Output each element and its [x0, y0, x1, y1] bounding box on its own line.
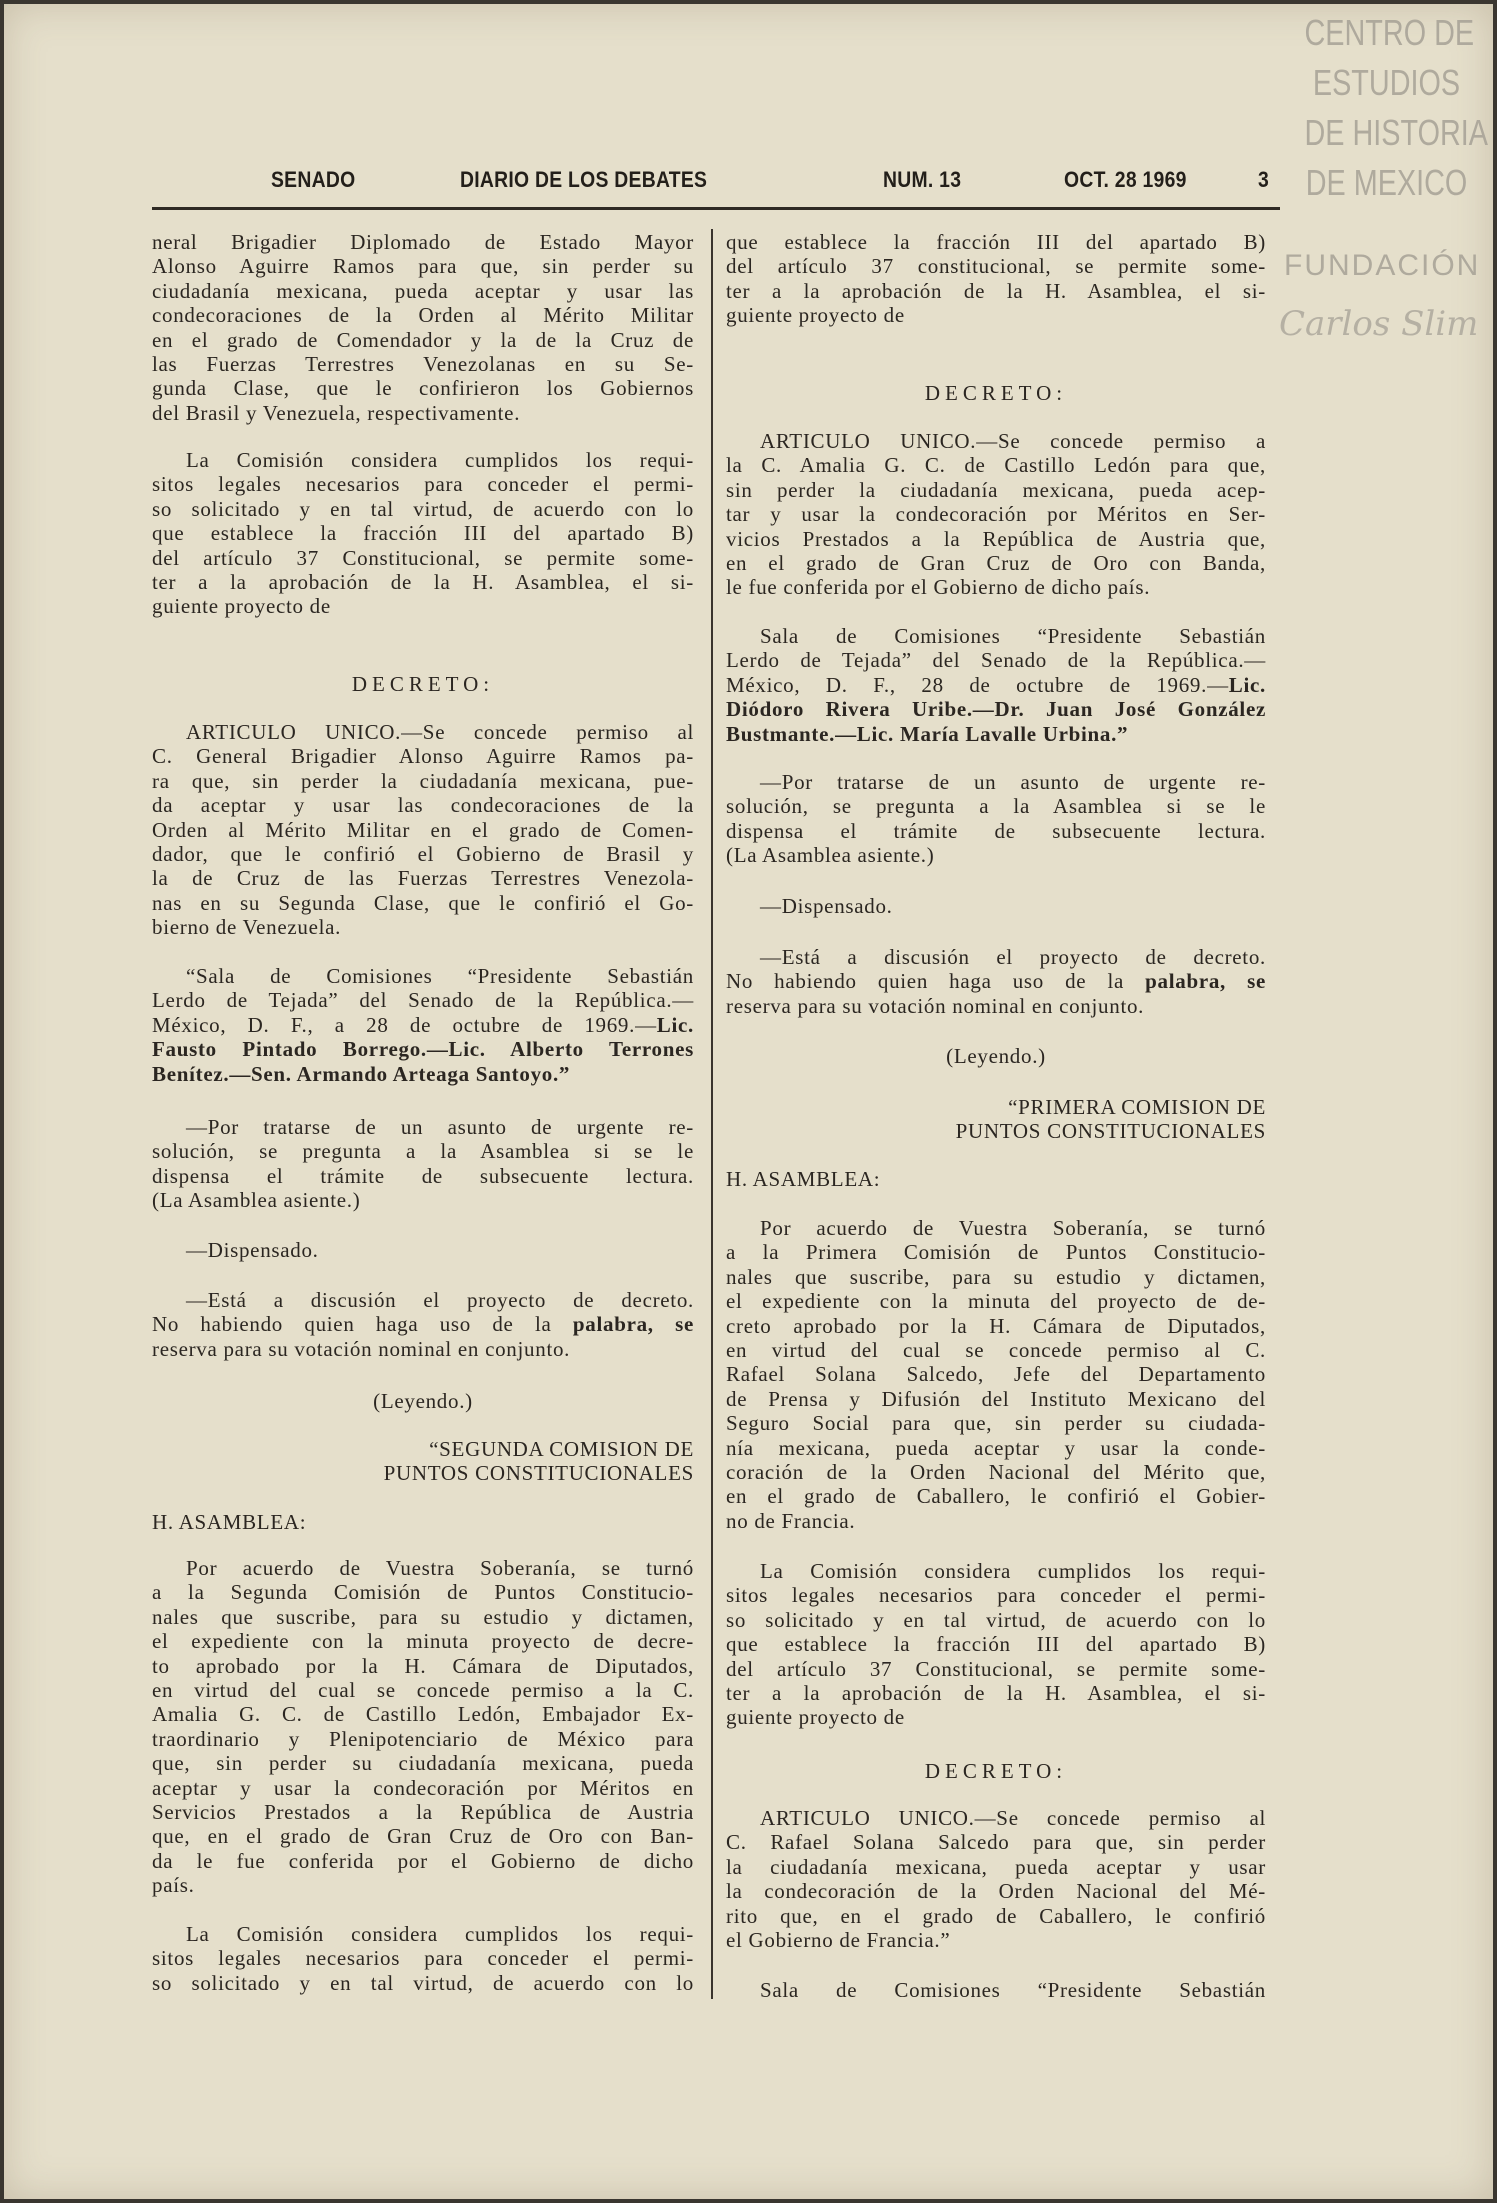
- text-line: gunda Clase, que le confirieron los Gobiernos: [152, 376, 694, 401]
- text-line: La Comisión considera cumplidos los requi-: [186, 1922, 694, 1946]
- bold-text: Fausto Pintado Borrego.—Lic. Alberto Terrones: [152, 1037, 694, 1062]
- header-page-number: 3: [1258, 167, 1270, 192]
- header-publication: DIARIO DE LOS DEBATES: [460, 167, 708, 192]
- text-line: (La Asamblea asiente.): [726, 843, 935, 868]
- paragraph: [726, 1806, 1266, 1952]
- paragraph: [152, 1922, 694, 1995]
- text-line: ARTICULO UNICO.—Se concede permiso al: [186, 720, 694, 744]
- text-line: da le fue conferida por el Gobierno de dicho: [152, 1848, 694, 1873]
- watermark-line: DE HISTORIA: [1304, 112, 1489, 153]
- text-run: México, D. F., 28 de octubre de 1969.—: [726, 672, 1229, 697]
- watermark-fundacion: FUNDACIÓN: [1284, 249, 1481, 282]
- commission-heading: [152, 1437, 694, 1486]
- text-line: sitos legales necesarios para conceder el permi-: [152, 472, 694, 497]
- text-line: ARTICULO UNICO.—Se concede permiso al: [760, 1806, 1266, 1830]
- text-line: dispensa el trámite de subsecuente lectura.: [152, 1163, 694, 1188]
- paragraph: [152, 448, 694, 619]
- text-line: en el grado de Gran Cruz de Oro con Banda,: [726, 551, 1266, 576]
- text-line: (La Asamblea asiente.): [152, 1188, 361, 1213]
- text-line: que establece la fracción III del apartado B): [726, 230, 1266, 254]
- paragraph: [726, 429, 1266, 600]
- text-line: nas en su Segunda Clase, que le confirió el Go-: [152, 890, 694, 915]
- bold-text: Benítez.—Sen. Armando Arteaga Santoyo.”: [152, 1061, 571, 1086]
- text-line: guiente proyecto de: [152, 594, 331, 619]
- header-rule: [152, 207, 1280, 210]
- text-line: Por acuerdo de Vuestra Soberanía, se turnó: [760, 1216, 1266, 1240]
- text-line: —Dispensado.: [760, 894, 893, 918]
- salutation: H. ASAMBLEA:: [726, 1167, 881, 1191]
- text-line: [726, 697, 1266, 721]
- commission-heading: [726, 1095, 1266, 1144]
- paragraph: [152, 964, 694, 1086]
- paragraph: [152, 1115, 694, 1213]
- text-line: ter a la aprobación de la H. Asamblea, el si-: [726, 1681, 1266, 1706]
- text-line: so solicitado y en tal virtud, de acuerdo con lo: [152, 496, 694, 521]
- paragraph: [726, 945, 1266, 1018]
- text-line: [152, 1013, 694, 1037]
- text-line: Seguro Social para que, sin perder su ciudada-: [726, 1411, 1266, 1436]
- text-line: ciudadanía mexicana, pueda aceptar y usar las: [152, 278, 694, 303]
- watermark-line: CENTRO DE: [1304, 12, 1475, 53]
- text-line: Orden al Mérito Militar en el grado de Comen-: [152, 817, 694, 842]
- text-line: C. General Brigadier Alonso Aguirre Ramos pa-: [152, 744, 694, 769]
- text-line: da aceptar y usar las condecoraciones de la: [152, 793, 694, 818]
- text-line: vicios Prestados a la República de Austria que,: [726, 526, 1266, 551]
- text-line: no de Francia.: [726, 1508, 856, 1533]
- text-line: sitos legales necesarios para conceder el permi-: [726, 1583, 1266, 1608]
- text-line: el Gobierno de Francia.”: [726, 1928, 951, 1953]
- text-line: ter a la aprobación de la H. Asamblea, el si-: [152, 570, 694, 595]
- text-line: del Brasil y Venezuela, respectivamente.: [152, 400, 521, 425]
- text-line: Sala de Comisiones “Presidente Sebastián: [760, 1978, 1266, 2002]
- watermark-line: DE MEXICO: [1305, 162, 1468, 203]
- heading-line: “PRIMERA COMISION DE: [1008, 1095, 1266, 1119]
- header-date: OCT. 28 1969: [1064, 167, 1187, 192]
- text-run: No habiendo quien haga uso de la: [726, 969, 1146, 994]
- text-line: —Está a discusión el proyecto de decreto.: [186, 1288, 694, 1312]
- text-line: coración de la Orden Nacional del Mérito que,: [726, 1460, 1266, 1485]
- bold-text: palabra, se: [1145, 969, 1266, 994]
- paragraph: [152, 720, 694, 940]
- text-line: Lerdo de Tejada” del Senado de la República.—: [726, 648, 1266, 673]
- heading-line: PUNTOS CONSTITUCIONALES: [955, 1119, 1266, 1144]
- text-line: le fue conferida por el Gobierno de dicho país.: [726, 575, 1151, 600]
- text-line: neral Brigadier Diplomado de Estado Mayor: [152, 230, 694, 254]
- text-line: en virtud del cual se concede permiso al C.: [726, 1338, 1266, 1363]
- text-line: la condecoración de la Orden Nacional del Mé-: [726, 1879, 1266, 1904]
- text-line: las Fuerzas Terrestres Venezolanas en su Se-: [152, 352, 694, 377]
- paragraph: [726, 1978, 1266, 2002]
- text-line: [726, 722, 1266, 746]
- text-line: que establece la fracción III del apartado B): [726, 1632, 1266, 1657]
- paragraph: [726, 894, 1266, 918]
- text-line: del artículo 37 constitucional, se permite some-: [726, 254, 1266, 279]
- bold-text: Lic.: [1228, 672, 1266, 697]
- text-line: —Está a discusión el proyecto de decreto.: [760, 945, 1266, 969]
- salutation: H. ASAMBLEA:: [152, 1510, 307, 1534]
- text-line: La Comisión considera cumplidos los requi-: [760, 1559, 1266, 1583]
- decree-heading: DECRETO:: [924, 1759, 1068, 1783]
- paragraph: [726, 230, 1266, 328]
- text-line: solución, se pregunta a la Asamblea si se le: [726, 794, 1266, 819]
- paragraph: [726, 624, 1266, 746]
- text-line: Por acuerdo de Vuestra Soberanía, se turnó: [186, 1556, 694, 1580]
- paragraph: [726, 1216, 1266, 1533]
- text-line: Sala de Comisiones “Presidente Sebastián: [760, 624, 1266, 648]
- text-line: el expediente con la minuta proyecto de decre-: [152, 1629, 694, 1654]
- bold-text: palabra, se: [572, 1312, 694, 1337]
- text-line: condecoraciones de la Orden al Mérito Militar: [152, 303, 694, 328]
- text-line: del artículo 37 Constitucional, se permite some-: [152, 545, 694, 570]
- text-line: la ciudadanía mexicana, pueda aceptar y usar: [726, 1854, 1266, 1879]
- text-line: ARTICULO UNICO.—Se concede permiso a: [760, 429, 1266, 453]
- paragraph: [152, 1556, 694, 1898]
- text-line: la C. Amalia G. C. de Castillo Ledón para que,: [726, 453, 1266, 478]
- bold-text: Diódoro Rivera Uribe.—Dr. Juan José González: [726, 697, 1266, 722]
- text-line: ra que, sin perder la ciudadanía mexicana, pue-: [152, 768, 694, 793]
- text-line: guiente proyecto de: [726, 303, 905, 328]
- text-line: Servicios Prestados a la República de Austria: [152, 1800, 694, 1825]
- decree-heading: DECRETO:: [351, 672, 495, 696]
- text-line: La Comisión considera cumplidos los requi-: [186, 448, 694, 472]
- text-run: México, D. F., a 28 de octubre de 1969.—: [152, 1012, 657, 1037]
- text-line: en el grado de Comendador y la de la Cruz de: [152, 327, 694, 352]
- text-line: tar y usar la condecoración por Méritos en Ser-: [726, 502, 1266, 527]
- text-line: del artículo 37 Constitucional, se permite some-: [726, 1656, 1266, 1681]
- text-line: a la Segunda Comisión de Puntos Constitucio-: [152, 1580, 694, 1605]
- watermark-line: ESTUDIOS: [1312, 62, 1461, 103]
- text-line: solución, se pregunta a la Asamblea si se le: [152, 1139, 694, 1164]
- reading-note: (Leyendo.): [946, 1044, 1046, 1068]
- text-line: traordinario y Plenipotenciario de México para: [152, 1726, 694, 1751]
- decree-heading: DECRETO:: [924, 381, 1068, 405]
- text-line: —Por tratarse de un asunto de urgente re-: [760, 770, 1266, 794]
- text-line: [726, 673, 1266, 697]
- text-line: nales que suscribe, para su estudio y dictamen,: [726, 1264, 1266, 1289]
- text-line: que, sin perder su ciudadanía mexicana, pueda: [152, 1751, 694, 1776]
- header-chamber: SENADO: [271, 167, 356, 192]
- text-line: reserva para su votación nominal en conjunto.: [152, 1336, 571, 1361]
- text-line: dispensa el trámite de subsecuente lectura.: [726, 818, 1266, 843]
- text-line: Alonso Aguirre Ramos para que, sin perder su: [152, 254, 694, 279]
- column-divider: [711, 229, 713, 1999]
- text-line: a la Primera Comisión de Puntos Constitucio-: [726, 1240, 1266, 1265]
- watermark-signature: Carlos Slim: [1279, 304, 1479, 344]
- text-line: ter a la aprobación de la H. Asamblea, el si-: [726, 278, 1266, 303]
- text-line: —Dispensado.: [186, 1238, 319, 1262]
- text-line: [152, 1312, 694, 1336]
- watermark-institution-logo: [1284, 8, 1489, 208]
- paragraph: [726, 1559, 1266, 1730]
- text-line: la de Cruz de las Fuerzas Terrestres Venezola-: [152, 866, 694, 891]
- text-line: reserva para su votación nominal en conjunto.: [726, 993, 1145, 1018]
- heading-line: “SEGUNDA COMISION DE: [429, 1437, 694, 1461]
- text-line: nía mexicana, pueda aceptar y usar la conde-: [726, 1435, 1266, 1460]
- text-line: sin perder la ciudadanía mexicana, pueda acep-: [726, 477, 1266, 502]
- text-line: el expediente con la minuta del proyecto de de-: [726, 1289, 1266, 1314]
- text-line: de Prensa y Difusión del Instituto Mexicano del: [726, 1386, 1266, 1411]
- text-line: nales que suscribe, para su estudio y dictamen,: [152, 1604, 694, 1629]
- text-line: en el grado de Caballero, le confirió el Gobier-: [726, 1484, 1266, 1509]
- text-line: país.: [152, 1873, 195, 1898]
- header-number: NUM. 13: [883, 167, 962, 192]
- text-line: —Por tratarse de un asunto de urgente re-: [186, 1115, 694, 1139]
- text-line: so solicitado y en tal virtud, de acuerdo con lo: [726, 1607, 1266, 1632]
- text-line: C. Rafael Solana Salcedo para que, sin perder: [726, 1830, 1266, 1855]
- paragraph: [152, 1238, 694, 1262]
- text-line: guiente proyecto de: [726, 1705, 905, 1730]
- paragraph: [152, 1288, 694, 1361]
- text-line: que establece la fracción III del apartado B): [152, 521, 694, 546]
- text-line: [152, 1062, 694, 1086]
- bold-text: Bustmante.—Lic. María Lavalle Urbina.”: [726, 721, 1129, 746]
- text-line: bierno de Venezuela.: [152, 915, 342, 940]
- text-run: No habiendo quien haga uso de la: [152, 1312, 573, 1337]
- text-line: sitos legales necesarios para conceder el permi-: [152, 1946, 694, 1971]
- text-line: “Sala de Comisiones “Presidente Sebastián: [186, 964, 694, 988]
- paragraph: [726, 770, 1266, 868]
- text-line: [152, 1037, 694, 1061]
- text-line: Amalia G. C. de Castillo Ledón, Embajador Ex-: [152, 1702, 694, 1727]
- paragraph: [152, 230, 694, 425]
- text-line: Rafael Solana Salcedo, Jefe del Departamento: [726, 1362, 1266, 1387]
- text-line: creto aprobado por la H. Cámara de Diputados,: [726, 1313, 1266, 1338]
- text-line: dador, que le confirió el Gobierno de Brasil y: [152, 842, 694, 867]
- text-line: que, en el grado de Gran Cruz de Oro con Ban-: [152, 1824, 694, 1849]
- text-line: en virtud del cual se concede permiso a la C.: [152, 1678, 694, 1703]
- text-line: [726, 969, 1266, 993]
- reading-note: (Leyendo.): [373, 1389, 473, 1413]
- heading-line: PUNTOS CONSTITUCIONALES: [383, 1461, 694, 1486]
- bold-text: Lic.: [656, 1012, 694, 1037]
- text-line: Lerdo de Tejada” del Senado de la República.—: [152, 988, 694, 1013]
- text-line: to aprobado por la H. Cámara de Diputados,: [152, 1653, 694, 1678]
- document-page: [4, 4, 1493, 2199]
- text-line: rito que, en el grado de Caballero, le confirió: [726, 1903, 1266, 1928]
- text-line: so solicitado y en tal virtud, de acuerdo con lo: [152, 1970, 694, 1995]
- text-line: aceptar y usar la condecoración por Méritos en: [152, 1775, 694, 1800]
